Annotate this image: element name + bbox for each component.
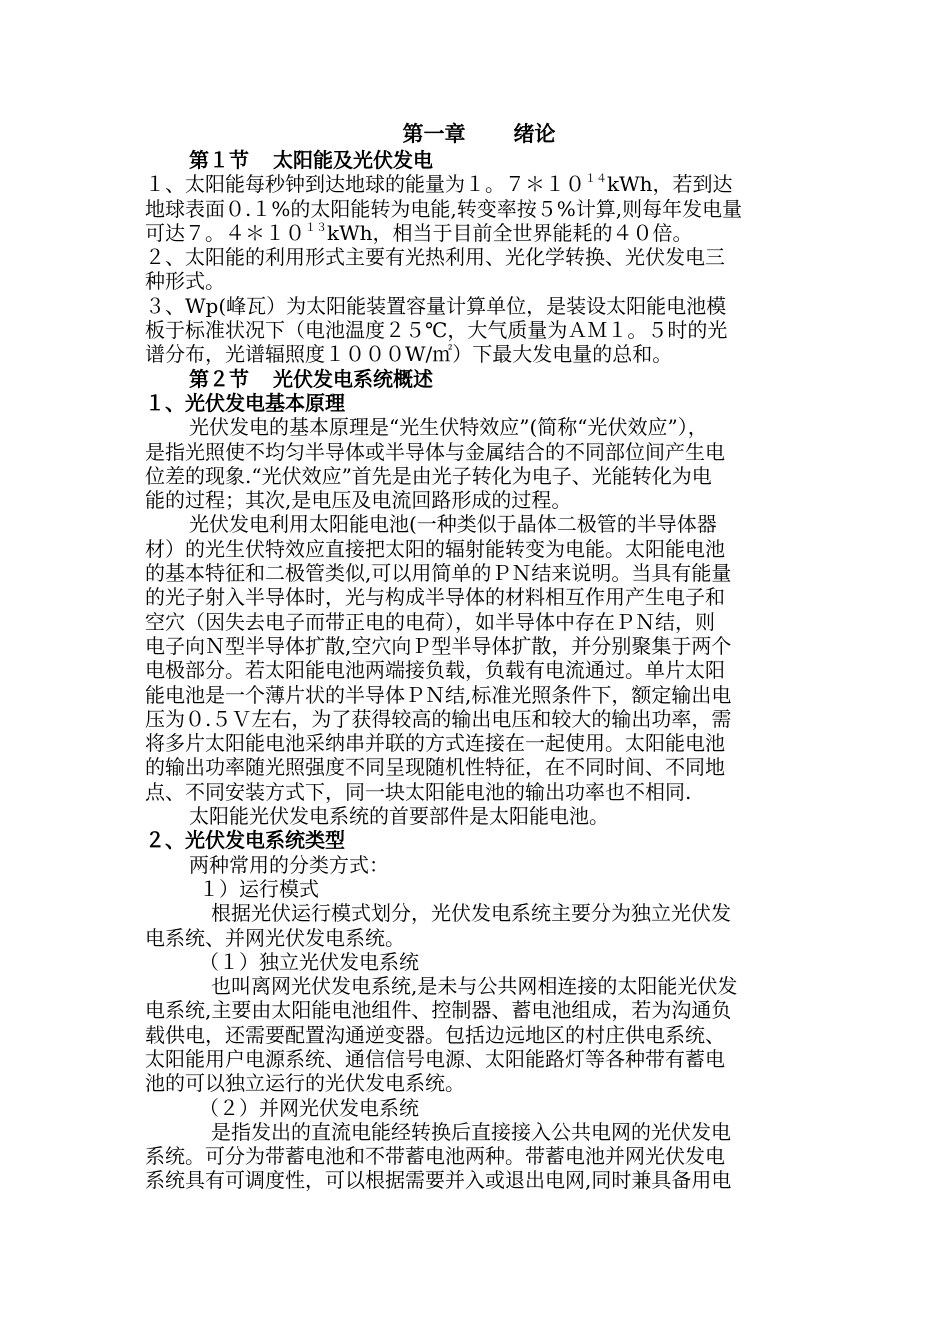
text-run: 地球表面０.１%的太阳能转为电能,转变率按５%计算,则每年发电量 [145, 196, 743, 221]
chapter-name: 绪论 [513, 122, 556, 146]
section-name: 光伏发电系统概述 [273, 366, 433, 391]
text-run: 可达７。４＊１０ [145, 220, 305, 245]
paragraph-operation-mode [145, 901, 813, 950]
text-line: 材）的光生伏特效应直接把太阳的辐射能转变为电能。太阳能电池 [145, 536, 725, 561]
chapter-label: 第一章 [402, 122, 466, 146]
text-line [145, 172, 813, 196]
paragraph-classification: 两种常用的分类方式： [189, 852, 389, 877]
text-line: 载供电，还需要配置沟通逆变器。包括边远地区的村庄供电系统、 [145, 1022, 725, 1047]
text-line: 电系统、并网光伏发电系统。 [145, 925, 405, 950]
section-heading-1 [145, 148, 813, 172]
text-run: ３、Wp(峰瓦）为太阳能装置容量计算单位，是装设太阳能电池模 [145, 293, 727, 318]
section-1-text [145, 172, 813, 366]
text-line: 的输出功率随光照强度不同呈现随机性特征，在不同时间、不同地 [145, 755, 725, 780]
text-line: 系统。可分为带蓄电池和不带蓄电池两种。带蓄电池并网光伏发电 [145, 1144, 725, 1169]
exponent: １４ [585, 172, 607, 186]
subheading-system-types: ２、光伏发电系统类型 [145, 828, 345, 853]
text-line: 将多片太阳能电池采纳串并联的方式连接在一起使用。太阳能电池 [145, 731, 725, 756]
text-line: 空穴（因失去电子而带正电的电荷），如半导体中存在ＰＮ结，则 [145, 609, 715, 634]
text-line: 的基本特征和二极管类似,可以用简单的ＰＮ结来说明。当具有能量 [145, 561, 732, 586]
chapter-title [145, 122, 813, 146]
document-body [145, 122, 813, 1193]
paragraph-solar-cell [145, 512, 813, 804]
text-run: １、太阳能每秒钟到达地球的能量为１。７＊１０ [145, 172, 585, 197]
list-item-grid-connected: （２）并网光伏发电系统 [199, 1095, 419, 1120]
text-line: 点、不同安装方式下，同一块太阳能电池的输出功率也不相同. [145, 779, 692, 804]
section-label: 第２节 [189, 366, 249, 391]
text-line [145, 221, 813, 245]
paragraph-principle [145, 415, 813, 512]
text-run: kWh，相当于目前全世界能耗的４０倍。 [327, 220, 693, 245]
subheading-principle: １、光伏发电基本原理 [145, 390, 345, 415]
text-line [145, 245, 813, 269]
text-line: 太阳能用户电源系统、通信信号电源、太阳能路灯等各种带有蓄电 [145, 1046, 725, 1071]
text-line: 是指光照使不均匀半导体或半导体与金属结合的不同部位间产生电 [145, 439, 725, 464]
text-line: 电极部分。若太阳能电池两端接负载，负载有电流通过。单片太阳 [145, 658, 725, 683]
text-line: 光伏发电的基本原理是“光生伏特效应”(简称“光伏效应”）， [189, 415, 708, 440]
paragraph-standalone [145, 974, 813, 1095]
exponent: １３ [305, 220, 327, 234]
text-line: 能的过程；其次,是电压及电流回路形成的过程。 [145, 488, 572, 513]
text-line: 压为０.５Ｖ左右，为了获得较高的输出电压和较大的输出功率，需 [145, 706, 732, 731]
text-line: 电系统,主要由太阳能电池组件、控制器、蓄电池组成，若为沟通负 [145, 998, 732, 1023]
text-line: 能电池是一个薄片状的半导体ＰＮ结,标准光照条件下，额定输出电 [145, 682, 732, 707]
section-label: 第１节 [189, 148, 249, 172]
text-run: ２、太阳能的利用形式主要有光热利用、光化学转换、光伏发电三 [145, 245, 725, 270]
text-line: 系统具有可调度性，可以根据需要并入或退出电网,同时兼具备用电 [145, 1168, 732, 1193]
text-run: kWh，若到达 [607, 172, 733, 197]
text-line [145, 318, 813, 342]
text-line: 是指发出的直流电能经转换后直接接入公共电网的光伏发电 [211, 1119, 731, 1144]
text-run: 板于标准状况下（电池温度２５℃，大气质量为ＡＭ１。５时的光 [145, 318, 728, 343]
list-item-standalone: （１）独立光伏发电系统 [199, 949, 419, 974]
text-run: 种形式。 [145, 269, 225, 294]
section-heading-2 [145, 367, 813, 391]
section-name: 太阳能及光伏发电 [273, 148, 433, 172]
text-line [145, 269, 813, 293]
text-line: 根据光伏运行模式划分，光伏发电系统主要分为独立光伏发 [211, 901, 731, 926]
text-line [145, 294, 813, 318]
text-line: 电子向Ｎ型半导体扩散,空穴向Ｐ型半导体扩散，并分别聚集于两个 [145, 633, 732, 658]
text-line: 也叫离网光伏发电系统,是未与公共网相连接的太阳能光伏发 [211, 974, 738, 999]
text-line: 的光子射入半导体时，光与构成半导体的材料相互作用产生电子和 [145, 585, 725, 610]
text-run: 谱分布，光谱辐照度１０００W/㎡）下最大发电量的总和。 [145, 342, 673, 367]
list-item-operation-mode: １）运行模式 [199, 876, 319, 901]
text-line [145, 197, 813, 221]
text-line: 池的可以独立运行的光伏发电系统。 [145, 1071, 465, 1096]
paragraph-key-component: 太阳能光伏发电系统的首要部件是太阳能电池。 [189, 804, 609, 829]
paragraph-grid-connected [145, 1120, 813, 1193]
text-line [145, 342, 813, 366]
text-line: 位差的现象.“光伏效应”首先是由光子转化为电子、光能转化为电 [145, 463, 712, 488]
text-line: 光伏发电利用太阳能电池(一种类似于晶体二极管的半导体器 [189, 512, 717, 537]
